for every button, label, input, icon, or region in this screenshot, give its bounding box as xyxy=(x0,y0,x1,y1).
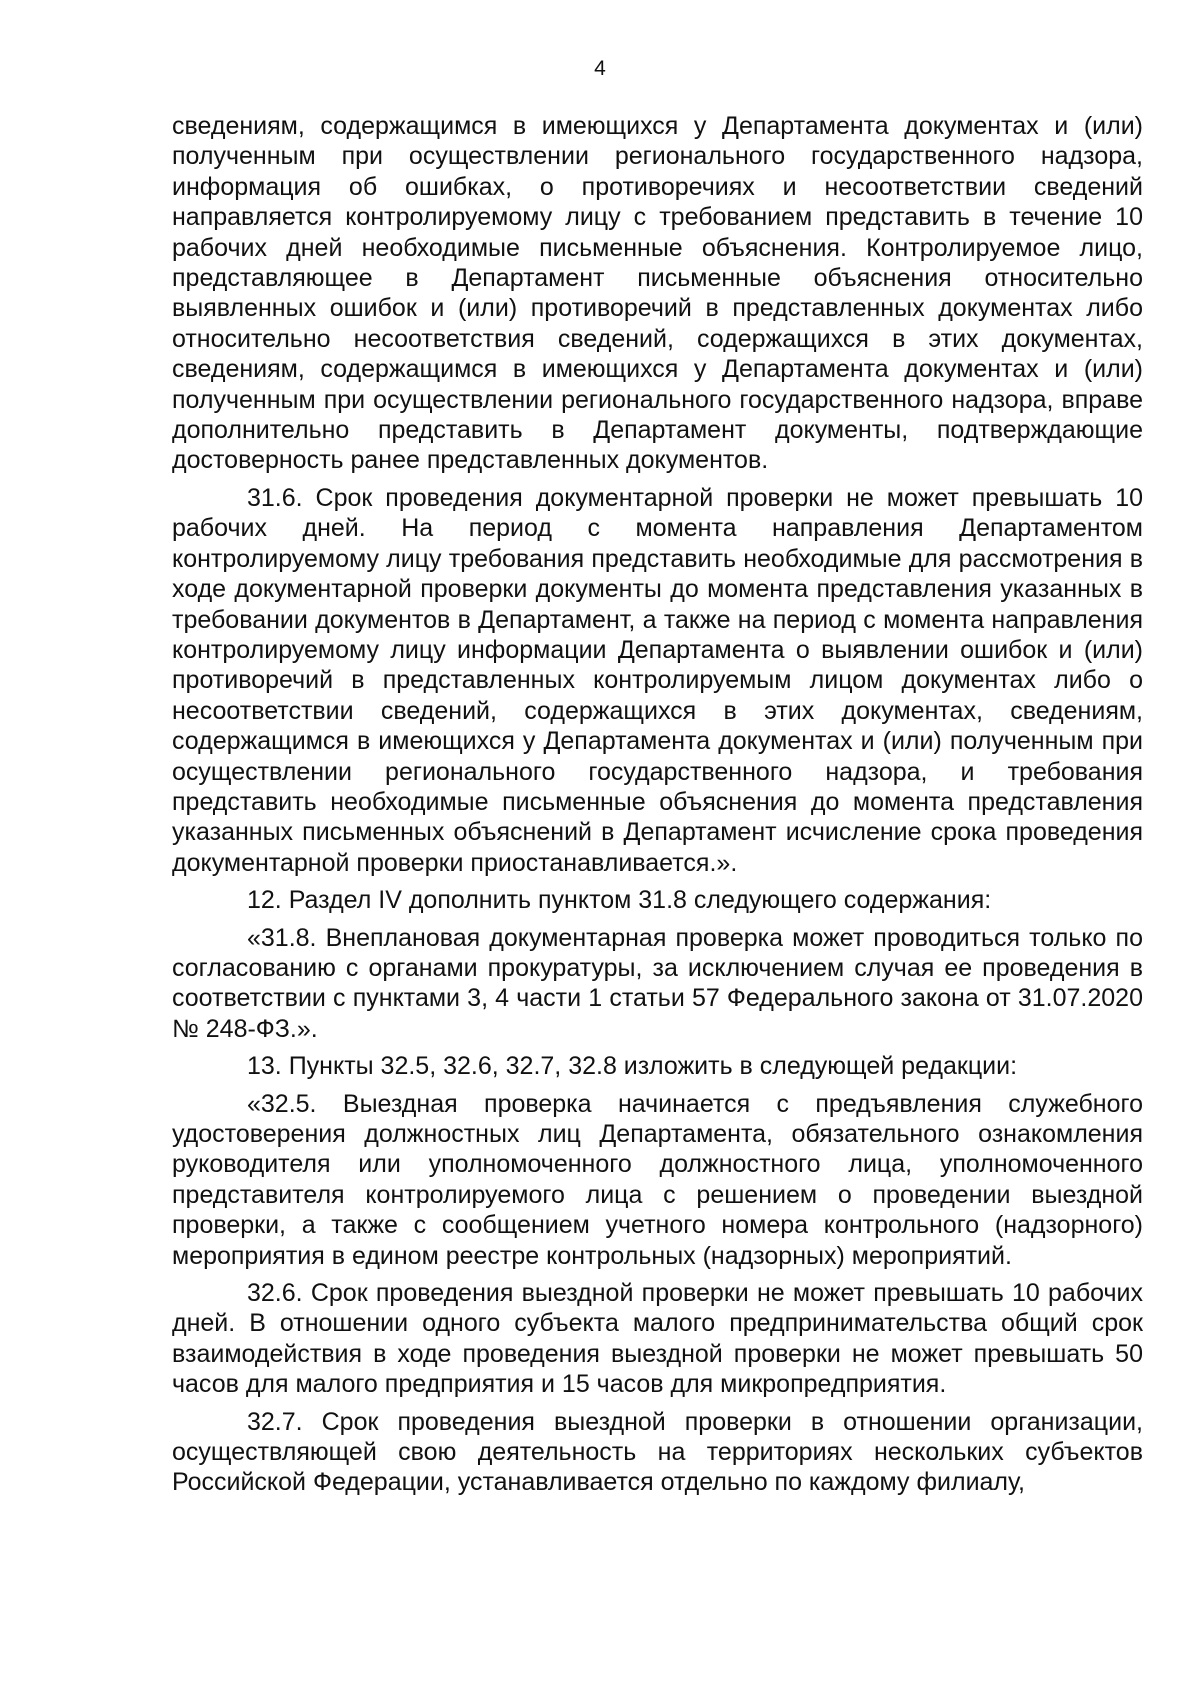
paragraph-continuation: сведениям, содержащимся в имеющихся у Департамента документах и (или) полученным при осуществлении регионального государственного надзора, информация об ошибках, о противоречиях и несоответствии сведений направляется контролируемому лицу с требованием представить в течение 10 рабочих дней необходимые письменные объяснения. Контролируемое лицо, представляющее в Департамент письменные объяснения относительно выявленных ошибок и (или) противоречий в представленных документах либо относительно несоответствия сведений, содержащихся в этих документах, сведениям, содержащимся в имеющихся у Департамента документах и (или) полученным при осуществлении регионального государственного надзора, вправе дополнительно представить в Департамент документы, подтверждающие достоверность ранее представленных документов. xyxy=(172,112,1143,475)
paragraph-32-5: «32.5. Выездная проверка начинается с предъявления служебного удостоверения должностных лиц Департамента, обязательного ознакомления руководителя или уполномоченного должностного лица, уполномоченного представителя контролируемого лица с решением о проведении выездной проверки, а также с сообщением учетного номера контрольного (надзорного) мероприятия в едином реестре контрольных (надзорных) мероприятий. xyxy=(172,1089,1143,1270)
paragraph-32-6: 32.6. Срок проведения выездной проверки не может превышать 10 рабочих дней. В отношении одного субъекта малого предпринимательства общий срок взаимодействия в ходе проведения выездной проверки не может превышать 50 часов для малого предприятия и 15 часов для микропредприятия. xyxy=(172,1279,1143,1399)
paragraph-item-12: 12. Раздел IV дополнить пунктом 31.8 следующего содержания: xyxy=(247,886,992,915)
page-number: 4 xyxy=(594,57,606,80)
document-body xyxy=(172,111,1143,1505)
paragraph-32-7: 32.7. Срок проведения выездной проверки в отношении организации, осуществляющей свою деятельность на территориях нескольких субъектов Российской Федерации, устанавливается отдельно по каждому филиалу, xyxy=(172,1407,1143,1497)
paragraph-31-6: 31.6. Срок проведения документарной проверки не может превышать 10 рабочих дней. На период с момента направления Департаментом контролируемому лицу требования представить необходимые для рассмотрения в ходе документарной проверки документы до момента представления указанных в требовании документов в Департамент, а также на период с момента направления контролируемому лицу информации Департамента о выявлении ошибок и (или) противоречий в представленных контролируемым лицом документах либо о несоответствии сведений, содержащихся в этих документах, сведениям, содержащимся в имеющихся у Департамента документах и (или) полученным при осуществлении регионального государственного надзора, и требования представить необходимые письменные объяснения до момента представления указанных письменных объяснений в Департамент исчисление срока проведения документарной проверки приостанавливается.». xyxy=(172,483,1143,877)
paragraph-31-8: «31.8. Внеплановая документарная проверка может проводиться только по согласованию с органами прокуратуры, за исключением случая ее проведения в соответствии с пунктами 3, 4 части 1 статьи 57 Федерального закона от 31.07.2020 № 248-ФЗ.». xyxy=(172,923,1143,1043)
paragraph-item-13: 13. Пункты 32.5, 32.6, 32.7, 32.8 изложить в следующей редакции: xyxy=(247,1052,1018,1081)
